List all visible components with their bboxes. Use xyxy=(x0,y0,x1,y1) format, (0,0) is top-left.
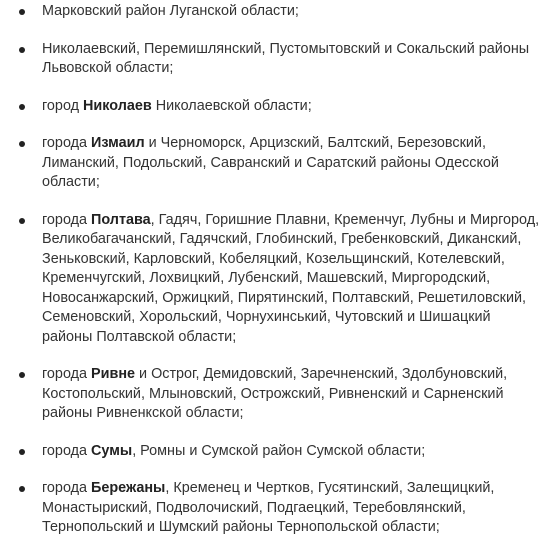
city-name: Ривне xyxy=(91,366,136,382)
bullet-icon xyxy=(19,449,25,455)
region-list xyxy=(0,2,549,556)
text-segment: города xyxy=(42,442,92,459)
text-segment: города xyxy=(42,211,92,228)
list-item xyxy=(0,2,549,22)
list-item-text xyxy=(42,211,543,348)
list-item xyxy=(0,211,549,348)
city-name: Полтава xyxy=(91,211,151,228)
bullet-icon xyxy=(19,486,25,492)
list-item-text xyxy=(42,442,543,462)
text-segment: Николаевской области; xyxy=(151,97,312,114)
list-item-text xyxy=(42,2,543,22)
text-segment: и Черноморск, Арцизский, Балтский, Березовский, Лиманский, Подольский, Савранский и Саратский районы Одесской области; xyxy=(42,135,499,190)
list-item-text xyxy=(42,40,543,79)
text-segment: , Гадяч, Горишние Плавни, Кременчуг, Лубны и Миргород, Великобагачанский, Гадячский, Глобинский, Гребенковский, Диканский, Зеньковский, Карловский, Кобеляцкий, Козельщинский, Котелевский, Кременчугский, Лохвицкий, Лубенский, Машевский, Миргородский, Новосанжарский, Оржицкий, Пирятинский, Полтавский, Решетиловский, Семеновский, Хорольский, Чорнухинський, Чутовский и Шишацкий районы Полтавской области; xyxy=(42,211,540,345)
list-item-text xyxy=(42,365,543,424)
text-segment: Марковский район Луганской области; xyxy=(42,3,299,19)
text-segment: , Ромны и Сумской район Сумской области; xyxy=(132,442,426,459)
list-item xyxy=(0,40,549,79)
list-item-text xyxy=(42,479,543,538)
bullet-icon xyxy=(19,218,25,224)
text-segment: города xyxy=(42,135,92,151)
list-item xyxy=(0,134,549,193)
list-item xyxy=(0,365,549,424)
city-name: Николаев xyxy=(83,97,152,114)
text-segment: , Кременец и Чертков, Гусятинский, Залещицкий, Монастыриский, Подволочиский, Подгаецкий, Теребовлянский, Тернопольский и Шумский районы Тернопольской области; xyxy=(42,480,495,535)
list-item xyxy=(0,442,549,462)
city-name: Сумы xyxy=(91,442,133,459)
list-item xyxy=(0,97,549,117)
text-segment: и Острог, Демидовский, Заречненский, Здолбуновский, Костопольский, Млыновский, Острожский, Ривненский и Сарненский районы Ривненкской области; xyxy=(42,366,508,421)
city-name: Измаил xyxy=(91,135,145,151)
list-item xyxy=(0,479,549,538)
bullet-icon xyxy=(19,9,25,15)
text-segment: города xyxy=(42,366,92,382)
city-name: Бережаны xyxy=(91,480,166,496)
bullet-icon xyxy=(19,141,25,147)
list-item-text xyxy=(42,97,543,117)
text-segment: города xyxy=(42,480,92,496)
list-item-text xyxy=(42,134,543,193)
bullet-icon xyxy=(19,47,25,53)
text-segment: город xyxy=(42,97,84,114)
bullet-icon xyxy=(19,372,25,378)
text-segment: Николаевский, Перемишлянский, Пустомытовский и Сокальский районы Львовской области; xyxy=(42,40,530,76)
bullet-icon xyxy=(19,104,25,110)
